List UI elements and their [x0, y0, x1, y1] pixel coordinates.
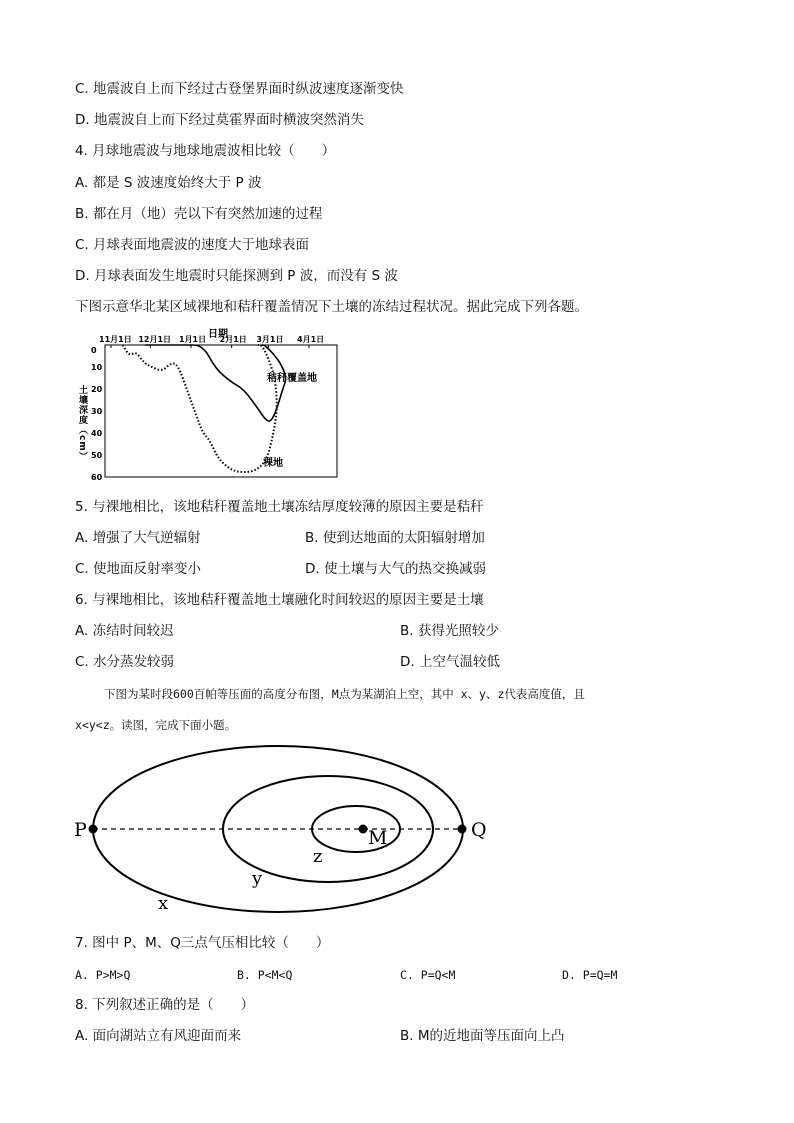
label-p: P: [74, 819, 87, 841]
q7-option-d: D. P=Q=M: [562, 968, 618, 982]
x-tick-label: 1月1日: [178, 335, 207, 344]
label-q: Q: [471, 819, 487, 841]
label-m: M: [368, 827, 388, 849]
y-tick-label: 10: [91, 363, 103, 372]
q4-option-b: B. 都在月（地）壳以下有突然加速的过程: [75, 206, 323, 222]
q6-option-d: D. 上空气温较低: [400, 654, 500, 670]
point-p: [89, 825, 98, 834]
y-tick-label: 60: [91, 473, 103, 482]
q7-option-a: A. P>M>Q: [75, 968, 131, 982]
intro-soil-freezing: 下图示意华北某区域裸地和秸秆覆盖情况下土壤的冻结过程状况。据此完成下列各题。: [75, 299, 588, 315]
series-line-straw: [145, 345, 285, 421]
x-tick-label: 2月1日: [219, 335, 247, 344]
chart-frame: [105, 345, 337, 477]
q6-option-a: A. 冻结时间较迟: [75, 623, 174, 639]
question-4: 4. 月球地震波与地球地震波相比较（ ）: [75, 143, 336, 159]
series-line-bare: [123, 345, 277, 472]
y-tick-label: 50: [91, 451, 103, 460]
y-tick-label: 30: [91, 407, 103, 416]
q8-option-a: A. 面向湖站立有风迎面而来: [75, 1028, 242, 1044]
q6-option-b: B. 获得光照较少: [400, 623, 499, 639]
q8-option-b: B. M的近地面等压面向上凸: [400, 1028, 565, 1044]
soil-freezing-chart: [75, 325, 345, 485]
q7-option-b: B. P<M<Q: [237, 968, 293, 982]
q4-option-d: D. 月球表面发生地震时只能探测到 P 波，而没有 S 波: [75, 268, 398, 284]
question-6: 6. 与裸地相比，该地秸秆覆盖地土壤融化时间较迟的原因主要是土壤: [75, 592, 484, 608]
q5-option-d: D. 使土壤与大气的热交换减弱: [305, 561, 486, 577]
question-8: 8. 下列叙述正确的是（ ）: [75, 997, 255, 1013]
y-tick-label: 20: [91, 385, 103, 394]
point-q: [458, 825, 467, 834]
label-z: z: [313, 846, 323, 867]
point-m: [359, 825, 368, 834]
q4-option-a: A. 都是 S 波速度始终大于 P 波: [75, 175, 262, 191]
q4-option-c: C. 月球表面地震波的速度大于地球表面: [75, 237, 310, 253]
question-7: 7. 图中 P、M、Q三点气压相比较（ ）: [75, 935, 330, 951]
y-tick-label: 0: [91, 346, 97, 355]
label-x: x: [158, 893, 169, 914]
q5-option-a: A. 增强了大气逆辐射: [75, 530, 201, 546]
q5-option-c: C. 使地面反射率变小: [75, 561, 202, 577]
x-tick-label: 4月1日: [297, 335, 325, 344]
series-label-straw: 秸秆覆盖地: [267, 373, 317, 384]
series-label-bare: 裸地: [263, 458, 283, 469]
q6-option-c: C. 水分蒸发较弱: [75, 654, 175, 670]
question-5: 5. 与裸地相比，该地秸秆覆盖地土壤冻结厚度较薄的原因主要是秸秆: [75, 499, 484, 515]
intro-isobaric-line1: 下图为某时段600百帕等压面的高度分布图，M点为某湖泊上空，其中 x、y、z代表高度值，且: [104, 687, 585, 701]
q3-option-d: D. 地震波自上而下经过莫霍界面时横波突然消失: [75, 112, 364, 128]
y-tick-label: 40: [91, 429, 103, 438]
label-y: y: [252, 868, 263, 889]
isobaric-height-diagram: [70, 745, 510, 920]
q5-option-b: B. 使到达地面的太阳辐射增加: [305, 530, 485, 546]
intro-isobaric-line2: x<y<z。读图，完成下面小题。: [75, 718, 237, 732]
x-tick-label: 3月1日: [256, 335, 284, 344]
x-tick-label: 12月1日: [138, 335, 172, 344]
q3-option-c: C. 地震波自上而下经过古登堡界面时纵波速度逐渐变快: [75, 81, 404, 97]
q7-option-c: C. P=Q<M: [400, 968, 456, 982]
chart-title: 日期: [208, 329, 228, 340]
y-axis-label: 土壤深度（cm）: [77, 385, 87, 462]
x-tick-label: 11月1日: [99, 335, 132, 344]
